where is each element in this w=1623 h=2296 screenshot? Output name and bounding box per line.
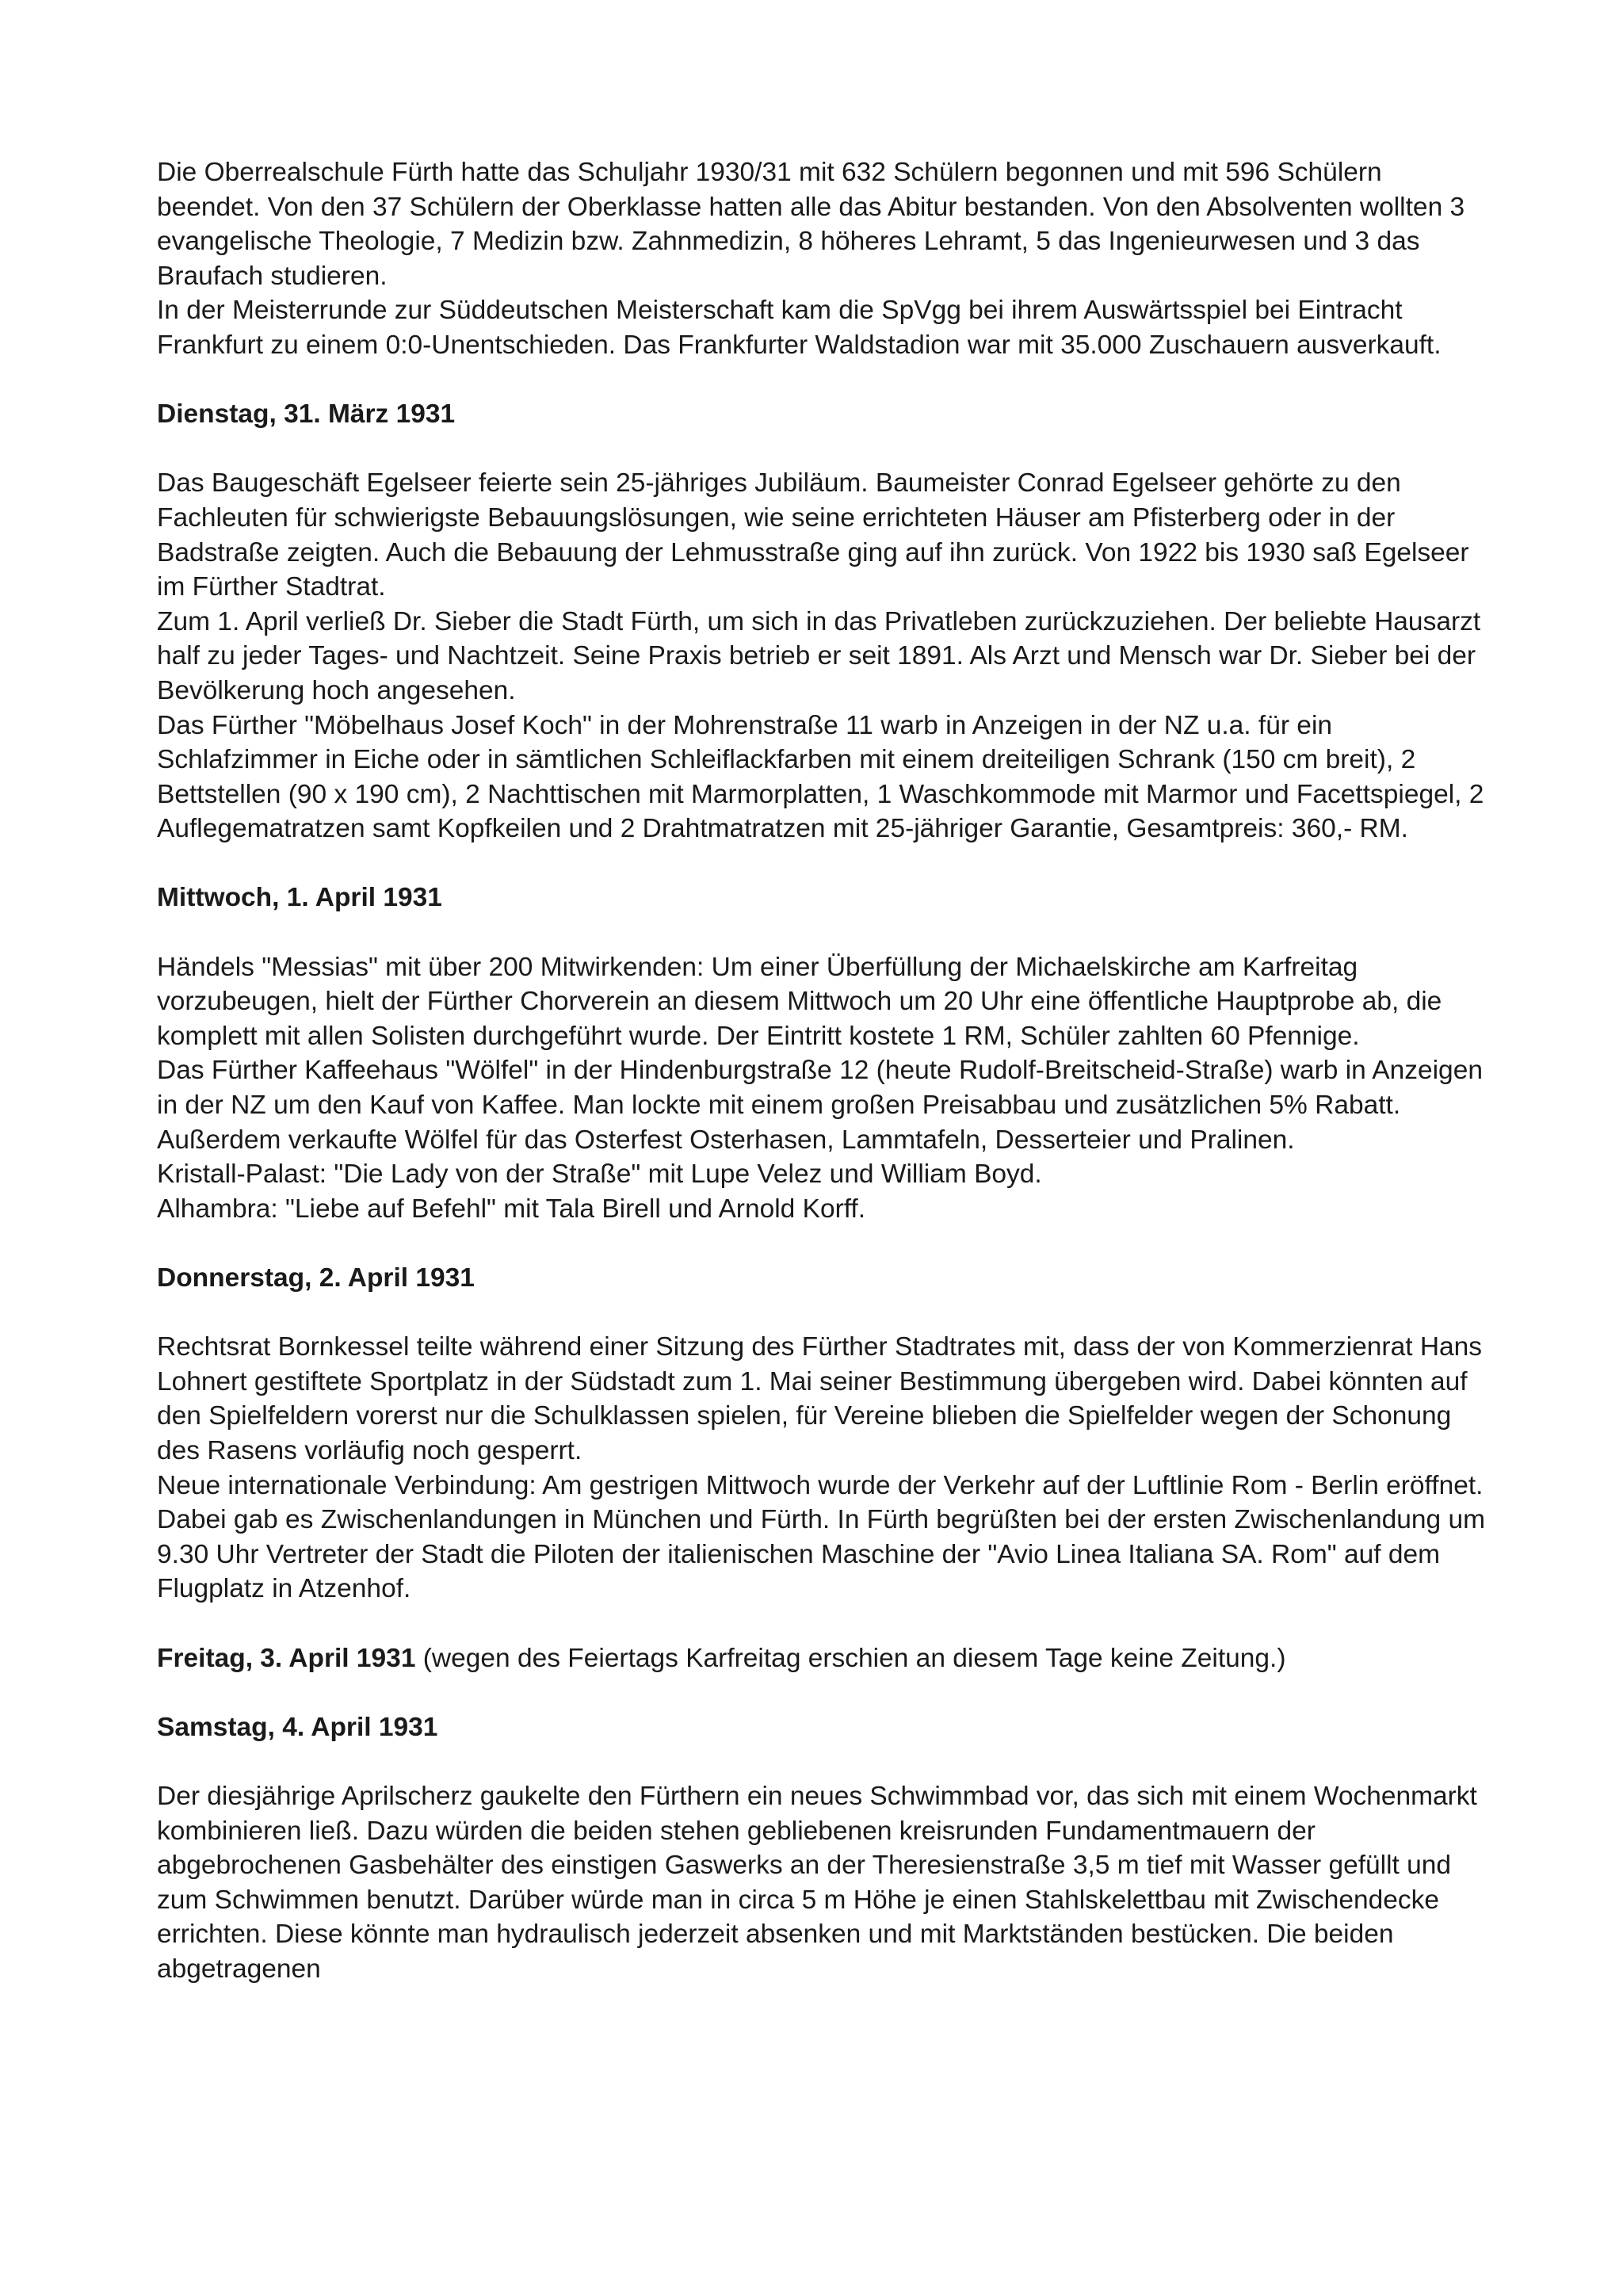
paragraph: Die Oberrealschule Fürth hatte das Schuljahr 1930/31 mit 632 Schülern begonnen und mit 596 Schülern beendet. Von den 37 Schülern der Oberklasse hatten alle das Abitur bestanden. Von den Absolventen wollten 3 evangelische Theologie, 7 Medizin bzw. Zahnmedizin, 8 höheres Lehramt, 5 das Ingenieurwesen und 3 das Braufach studieren. xyxy=(157,158,1465,291)
section-body xyxy=(157,1779,1488,1987)
paragraph: Rechtsrat Bornkessel teilte während einer Sitzung des Fürther Stadtrates mit, dass der von Kommerzienrat Hans Lohnert gestiftete Sportplatz in der Südstadt zum 1. Mai seiner Bestimmung übergeben wird. Dabei könnten auf den Spielfeldern vorerst nur die Schulklassen spielen, für Vereine blieben die Spielfelder wegen der Schonung des Rasens vorläufig noch gesperrt. xyxy=(157,1332,1483,1465)
section-heading-date: Freitag, 3. April 1931 xyxy=(157,1643,416,1673)
section-heading: Mittwoch, 1. April 1931 xyxy=(157,883,442,913)
paragraph: In der Meisterrunde zur Süddeutschen Meisterschaft kam die SpVgg bei ihrem Auswärtsspiel bei Eintracht Frankfurt zu einem 0:0-Unentschieden. Das Frankfurter Waldstadion war mit 35.000 Zuschauern ausverkauft. xyxy=(157,296,1442,360)
paragraph: Das Baugeschäft Egelseer feierte sein 25-jähriges Jubiläum. Baumeister Conrad Egelseer gehörte zu den Fachleuten für schwierigste Bebauungslösungen, wie seine errichteten Häuser am Pfisterberg oder in der Badstraße zeigten. Auch die Bebauung der Lehmusstraße ging auf ihn zurück. Von 1922 bis 1930 saß Egelseer im Fürther Stadtrat. xyxy=(157,468,1469,602)
section-heading: Donnerstag, 2. April 1931 xyxy=(157,1263,475,1293)
paragraph: Das Fürther "Möbelhaus Josef Koch" in der Mohrenstraße 11 warb in Anzeigen in der NZ u.a. für ein Schlafzimmer in Eiche oder in sämtlichen Schleiflackfarben mit einem dreiteiligen Schrank (150 cm breit), 2 Bettstellen (90 x 190 cm), 2 Nachttischen mit Marmorplatten, 1 Waschkommode mit Marmor und Facettspiegel, 2 Auflegematratzen samt Kopfkeilen und 2 Drahtmatratzen mit 25-jähriger Garantie, Gesamtpreis: 360,- RM. xyxy=(157,710,1484,844)
section-heading: Dienstag, 31. März 1931 xyxy=(157,399,456,430)
paragraph: Kristall-Palast: "Die Lady von der Straße" mit Lupe Velez und William Boyd. xyxy=(157,1159,1042,1190)
paragraph: Alhambra: "Liebe auf Befehl" mit Tala Birell und Arnold Korff. xyxy=(157,1194,866,1224)
section-heading-with-note xyxy=(157,1641,1488,1676)
intro-block xyxy=(157,155,1488,363)
paragraph: Der diesjährige Aprilscherz gaukelte den Fürthern ein neues Schwimmbad vor, das sich mit einem Wochenmarkt kombinieren ließ. Dazu würden die beiden stehen gebliebenen kreisrunden Fundamentmauern der abgebrochenen Gasbehälter des einstigen Gaswerks an der Theresienstraße 3,5 m tief mit Wasser gefüllt und zum Schwimmen benutzt. Darüber würde man in circa 5 m Höhe je einen Stahlskelettbau mit Zwischendecke errichten. Diese könnte man hydraulisch jederzeit absenken und mit Marktständen bestücken. Die beiden abgetragenen xyxy=(157,1781,1477,1984)
paragraph: Das Fürther Kaffeehaus "Wölfel" in der Hindenburgstraße 12 (heute Rudolf-Breitscheid-Straße) warb in Anzeigen in der NZ um den Kauf von Kaffee. Man lockte mit einem großen Preisabbau und zusätzlichen 5% Rabatt. Außerdem verkaufte Wölfel für das Osterfest Osterhasen, Lammtafeln, Desserteier und Pralinen. xyxy=(157,1056,1483,1155)
paragraph: Zum 1. April verließ Dr. Sieber die Stadt Fürth, um sich in das Privatleben zurückzuziehen. Der beliebte Hausarzt half zu jeder Tages- und Nachtzeit. Seine Praxis betrieb er seit 1891. Als Arzt und Mensch war Dr. Sieber bei der Bevölkerung hoch angesehen. xyxy=(157,606,1481,705)
document-page xyxy=(157,155,1488,2021)
paragraph: Händels "Messias" mit über 200 Mitwirkenden: Um einer Überfüllung der Michaelskirche am Karfreitag vorzubeugen, hielt der Fürther Chorverein an diesem Mittwoch um 20 Uhr eine öffentliche Hauptprobe ab, die komplett mit allen Solisten durchgeführt wurde. Der Eintritt kostete 1 RM, Schüler zahlten 60 Pfennige. xyxy=(157,952,1442,1051)
section-body xyxy=(157,1330,1488,1606)
section-heading: Samstag, 4. April 1931 xyxy=(157,1712,438,1742)
paragraph: Neue internationale Verbindung: Am gestrigen Mittwoch wurde der Verkehr auf der Luftlinie Rom - Berlin eröffnet. Dabei gab es Zwischenlandungen in München und Fürth. In Fürth begrüßten bei der ersten Zwischenlandung um 9.30 Uhr Vertreter der Stadt die Piloten der italienischen Maschine der "Avio Linea Italiana SA. Rom" auf dem Flugplatz in Atzenhof. xyxy=(157,1470,1485,1604)
section-note: (wegen des Feiertags Karfreitag erschien an diesem Tage keine Zeitung.) xyxy=(415,1643,1286,1673)
section-body xyxy=(157,950,1488,1227)
section-body xyxy=(157,466,1488,846)
